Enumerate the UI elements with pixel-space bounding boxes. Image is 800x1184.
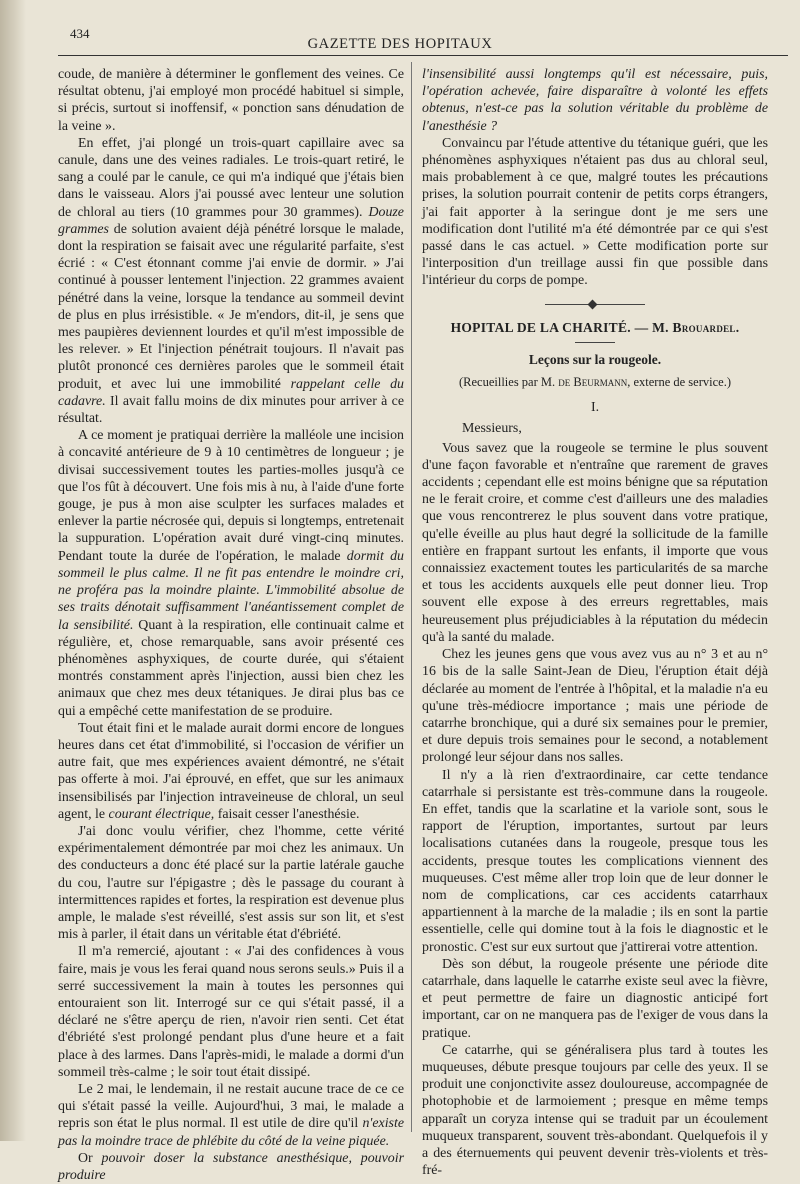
right-paragraph-6: Dès son début, la rougeole présente une période dite catarrhale, dans laquelle le catarrhe existe seul avec la fièvre, et peut permettre de faire un diagnostic anticipé fort important, car on ne manquera pas de l'exiger de vous dans la pratique. [422,956,768,1041]
right-column [422,66,768,1179]
right-paragraph-7: Ce catarrhe, qui se généralisera plus tard à toutes les muqueuses, débute presque toujours par celle des yeux. Il se produit une conjonctivite assez douloureuse, accompagnée de photophobie et de larmoiement ; presque en même temps apparaît un coryza intense qui se traduit par un écoulement muqueux transparent, souvent très-abondant. Quelquefois il y a des éternuements qui peuvent devenir très-violents et très-fré- [422,1042,768,1179]
page-binding-shadow [0,0,26,1141]
salutation: Messieurs, [462,421,522,437]
page-number: 434 [70,26,90,41]
running-title: GAZETTE DES HOPITAUX [307,36,493,52]
section-short-rule [575,342,615,343]
left-column [58,66,404,1184]
section-title: HOPITAL DE LA CHARITÉ. — M. Brouardel. [450,319,740,335]
left-paragraph-3: A ce moment je pratiquai derrière la malléole une incision à concavité antérieure de 9 à 10 centimètres de longueur ; je divisai successivement toutes les parties-molles jusqu'à ce que l'os fût à découvert. Une fois mis à nu, à l'aide d'une forte gouge, je pus à mon aise sculpter les surfaces malades et enlever la partie nécrosée qui, depuis si longtemps, entretenait la suppuration. L'opération avait duré vingt-cinq minutes. Pendant toute la durée de l'opération, le malade dormit du sommeil le plus calme. Il ne fit pas entendre le moindre cri, ne proféra pas la moindre plainte. L'immobilité absolue de ses traits dénotait suffisamment l'anéantissement complet de la sensibilité. Quant à la respiration, elle continuait calme et régulière, et, chose remarquable, sans avoir présenté ces phénomènes asphyxiques, de courte durée, qui s'étaient montrés constamment après l'injection, aussi bien chez les animaux que chez mes deux tétaniques. Je dirai plus bas ce qui a empêché cette manifestation de se produire. [58,428,404,719]
right-paragraph-4: Chez les jeunes gens que vous avez vus au n° 3 et au n° 16 bis de la salle Saint-Jean de Dieu, l'éruption était déjà déclarée au moment de l'entrée à l'hôpital, et la maladie n'a eu qu'une très-médiocre importance ; mais une période de catarrhe bronchique, qui a duré six semaines pour le premier, et dure depuis trois semaines pour le second, a notablement prolongé leur séjour dans nos salles. [422,647,768,766]
lecture-attribution: (Recueillies par M. de Beurmann, externe de service.) [458,375,731,390]
left-paragraph-7: Le 2 mai, le lendemain, il ne restait aucune trace de ce ce qui s'était passé la veille. Aujourd'hui, 3 mai, le malade a repris son état le plus normal. Il est utile de dire qu'il n'existe pas la moindre trace de phlébite du côté de la veine piquée. [58,1081,404,1149]
right-paragraph-2: Convaincu par l'étude attentive du tétanique guéri, que les phénomènes asphyxiques n'étaient pas dus au chloral seul, mais probablement à ce que, malgré toutes les précautions prises, la solution pourrait contenir de petits corps étrangers, j'ai fait apporter à la seringue dont je me sers une modification dont l'utilité m'a été démontrée par ce qui s'est passé dans le cas actuel. » Cette modification porte sur l'interposition d'un treillage aussi fin que possible dans l'intérieur du corps de pompe. [422,135,768,289]
left-paragraph-8: Or pouvoir doser la substance anesthésique, pouvoir produire [58,1150,404,1183]
left-paragraph-6: Il m'a remercié, ajoutant : « J'ai des confidences à vous faire, mais je vous les ferai quand nous serons seuls.» Puis il a serré successivement la main à toutes les personnes qui entouraient son lit. Interrogé sur ce qui s'était passé, il a déclaré ne s'être aperçu de rien, n'avoir rien senti. Cet état d'ébriété s'est prolongé pendant plus d'une heure et a fait place à des larmes. Dans l'après-midi, le malade a dormi d'un sommeil très-calme ; le soir tout était dissipé. [58,944,404,1080]
lecture-title: Leçons sur la rougeole. [528,351,662,367]
right-paragraph-5: Il n'y a là rien d'extraordinaire, car cette tendance catarrhale si persistante est très-commune dans la rougeole. En effet, tandis que la scarlatine et la variole sont, sous le rapport de l'éruption, importantes, surtout par leurs localisations cutanées dans la rougeole, presque tous les accidents, presque toutes les complications viennent des muqueuses. C'est même aller trop loin que de leur donner le nom de complications, car ces accidents catarrhaux appartiennent à la marche de la maladie ; ils en sont la partie essentielle, celle qui domine tout à la fois le diagnostic et le pronostic. C'est sur eux surtout que j'attirerai votre attention. [422,767,768,955]
column-divider [411,62,412,1132]
left-paragraph-4: Tout était fini et le malade aurait dormi encore de longues heures dans cet état d'immobilité, si l'occasion de vérifier un autre fait, que mes expériences avaient démontré, ne s'était pas offerte à moi. J'ai éprouvé, en effet, que sur les animaux insensibilisés par l'injection intraveineuse de chloral, un seul agent, le courant électrique, faisait cesser l'anesthésie. [58,720,404,822]
left-paragraph-5: J'ai donc voulu vérifier, chez l'homme, cette vérité expérimentalement démontrée par moi chez les animaux. Un des conducteurs a donc été placé sur la partie latérale gauche du cou, l'autre sur l'épigastre ; dès le passage du courant à intermittences rapides et fortes, la respiration est devenue plus ample, le malade s'est réveillé, s'est assis sur son lit, et s'est mis à parler, il était dans un véritable état d'ébriété. [58,823,404,943]
left-paragraph-2: En effet, j'ai plongé un trois-quart capillaire avec sa canule, dans une des veines radiales. Le trois-quart retiré, le sang a coulé par le canule, ce qui m'a indiqué que j'étais bien dans le vaisseau. Alors j'ai poussé avec lenteur une solution de chloral au tiers (10 grammes pour 30 grammes). Douze grammes de solution avaient déjà pénétré lorsque le malade, dont la respiration se faisait avec une régularité parfaite, s'est écrié : « C'est étonnant comme j'ai envie de dormir. » J'ai continué à pousser lentement l'injection. 22 grammes avaient pénétré dans la veine, lorsque la tendance au sommeil devint de plus en plus irrésistible. « Je m'endors, dit-il, je sens que mes paupières deviennent lourdes et qu'il m'est impossible de les relever. » Et l'injection pénétrait toujours. Il n'avait pas plutôt prononcé ces dernières paroles que le sommeil était produit, et avec lui une immobilité rappelant celle du cadavre. Il avait fallu moins de dix minutes pour arriver à ce résultat. [58,135,404,427]
right-paragraph-1: l'insensibilité aussi longtemps qu'il est nécessaire, puis, l'opération achevée, faire disparaître à volonté les effets obtenus, n'est-ce pas la solution véritable du problème de l'anesthésie ? [422,67,768,134]
right-paragraph-3: Vous savez que la rougeole se termine le plus souvent d'une façon favorable et n'entraîne que rarement de graves accidents ; cependant elle est moins bénigne que sa réputation ne le ferait croire, et comme c'est d'ailleurs une des maladies que vous rencontrerez le plus souvent dans votre pratique, qu'elle éveille au plus haut degré la sollicitude de la famille entière en frappant surtout les enfants, il importe que vous connaissiez exactement toutes les particularités de sa marche et tous les accidents auxquels elle peut donner lieu. Trop souvent elle expose à des erreurs regrettables, mais heureusement plus préjudiciables à la réputation du médecin qu'à la santé du malade. [422,440,768,645]
section-separator [545,304,645,305]
lecture-number: I. [590,400,600,416]
header-rule [58,55,788,56]
left-paragraph-1: coude, de manière à déterminer le gonflement des veines. Ce résultat obtenu, j'ai employé mon procédé habituel si simple, si précis, surtout si inoffensif, « ponction sans dénudation de la veine ». [58,67,404,134]
